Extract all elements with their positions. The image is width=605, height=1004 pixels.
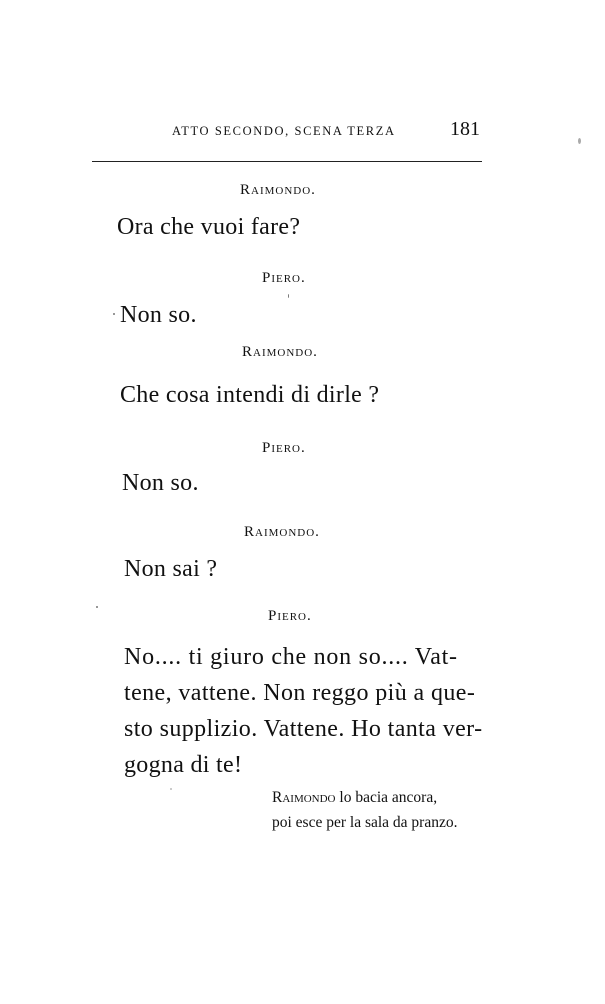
- paper-speck: [170, 788, 172, 790]
- dialogue-line-4: Non so.: [122, 470, 199, 496]
- dialogue-line-2: Non so.: [120, 302, 197, 328]
- stage-direction-line-1: [272, 789, 437, 807]
- dialogue-line-5: Non sai ?: [124, 556, 218, 582]
- dialogue-line-1: Ora che vuoi fare?: [117, 214, 301, 240]
- running-head: ATTO SECONDO, SCENA TERZA: [172, 124, 396, 138]
- paragraph-line-4: gogna di te!: [124, 752, 243, 778]
- paragraph-line-2: tene, vattene. Non reggo più a que-: [124, 680, 476, 706]
- stage-direction-name: Raimondo: [272, 789, 336, 806]
- stage-direction-line-2: poi esce per la sala da pranzo.: [272, 814, 458, 831]
- speaker-piero-3: Piero.: [268, 608, 312, 624]
- paper-speck: [578, 138, 581, 144]
- speaker-piero-2: Piero.: [262, 440, 306, 456]
- speaker-piero-1: Piero.: [262, 270, 306, 286]
- page-number: 181: [450, 118, 480, 140]
- paragraph-line-3: sto supplizio. Vattene. Ho tanta ver-: [124, 716, 483, 742]
- paper-speck: [96, 606, 98, 608]
- speaker-raimondo-2: Raimondo.: [242, 344, 318, 360]
- stage-direction-text: lo bacia ancora,: [339, 789, 438, 806]
- paper-speck: [113, 313, 115, 315]
- header-rule: [92, 161, 482, 162]
- speaker-raimondo-1: Raimondo.: [240, 182, 316, 198]
- speaker-raimondo-3: Raimondo.: [244, 524, 320, 540]
- paragraph-line-1: No.... ti giuro che non so.... Vat-: [124, 644, 458, 670]
- paper-speck: [288, 294, 289, 298]
- dialogue-line-3: Che cosa intendi di dirle ?: [120, 382, 380, 408]
